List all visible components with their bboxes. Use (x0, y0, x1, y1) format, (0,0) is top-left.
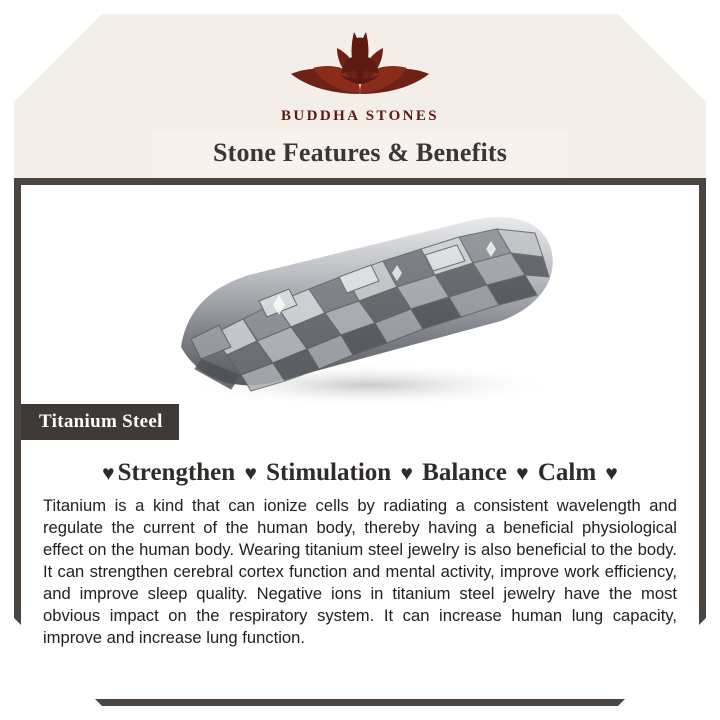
heart-icon: ♥ (605, 461, 618, 485)
benefit-item-1: Stimulation (266, 459, 392, 486)
benefits-headline (43, 459, 677, 487)
titanium-steel-crystal-image (139, 203, 579, 419)
product-label-badge (21, 404, 179, 440)
brand-logo (0, 22, 720, 125)
heart-icon: ♥ (400, 461, 413, 485)
page-title: Stone Features & Benefits (212, 138, 508, 167)
description-panel (21, 443, 699, 699)
description-paragraph: Titanium is a kind that can ionize cells by radiating a consistent wavelength and regulate the current of the human body, thereby having a beneficial physiological effect on the human body. Wearing titanium steel jewelry is also beneficial to the body. It can strengthen cerebral cortex function and mental activity, improve work efficiency, and improve sleep quality. Negative ions in titanium steel jewelry have the most obvious impact on the respiratory system. It can increase human lung capacity, improve and increase lung function. (43, 496, 677, 648)
card-header (0, 0, 720, 178)
heart-icon: ♥ (244, 461, 257, 485)
heart-icon: ♥ (516, 461, 529, 485)
benefit-item-2: Balance (422, 459, 507, 486)
benefit-item-0: Strengthen (117, 459, 236, 486)
brand-name: BUDDHA STONES (280, 108, 440, 124)
product-label-text: Titanium Steel (39, 411, 163, 432)
heart-icon: ♥ (102, 461, 115, 485)
lotus-meditation-icon (0, 22, 720, 104)
section-title-bar (152, 129, 568, 177)
benefit-item-3: Calm (537, 459, 597, 486)
